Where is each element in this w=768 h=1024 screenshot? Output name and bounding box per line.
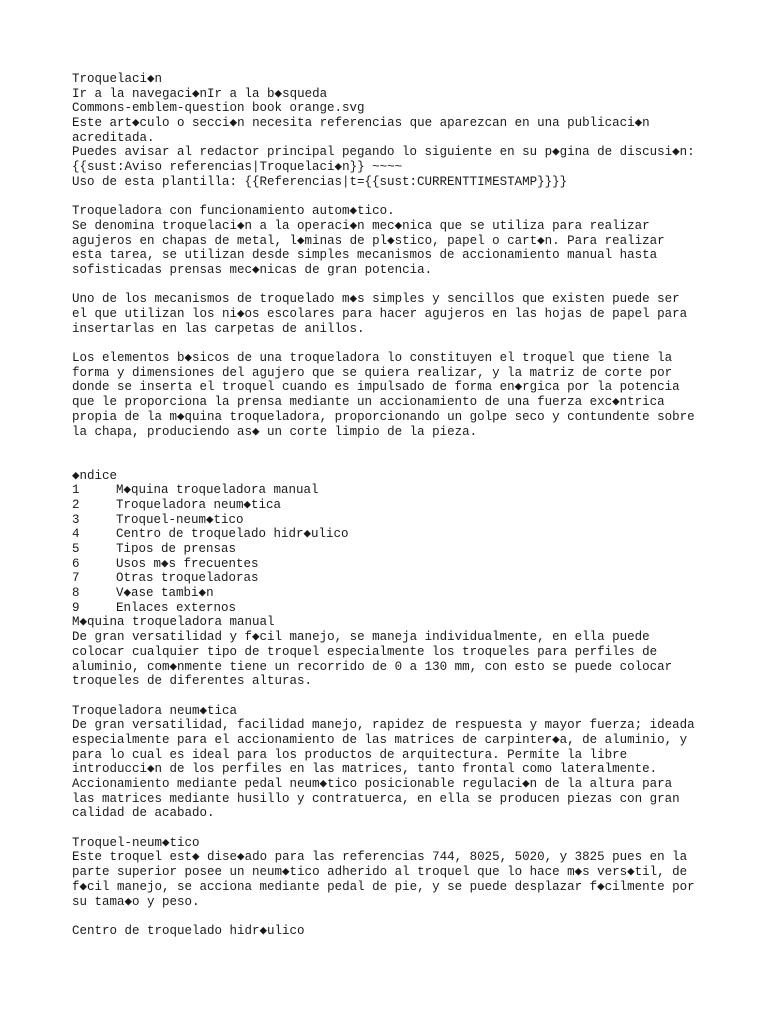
section-heading: Troqueladora neum◆tica	[72, 703, 238, 718]
paragraph-line: Accionamiento mediante pedal neum◆tico posicionable regulaci◆n de la altura para	[72, 777, 673, 791]
paragraph-line: Los elementos b◆sicos de una troqueladora lo constituyen el troquel que tiene la	[72, 351, 673, 366]
navigation-line: Ir a la navegaci◆nIr a la b◆squeda	[72, 86, 328, 101]
toc-item[interactable]	[72, 527, 712, 542]
spacer	[72, 454, 712, 469]
toc-item-number: 6	[72, 556, 80, 571]
paragraph-line: f◆cil manejo, se acciona mediante pedal de pie, y se puede desplazar f◆cilmente por	[72, 879, 695, 894]
document-title: Troquelaci◆n	[72, 72, 163, 86]
paragraph-line: la chapa, produciendo as◆ un corte limpio de la pieza.	[72, 424, 478, 439]
notice-line: Uso de esta plantilla: {{Referencias|t={{sust:CURRENTTIMESTAMP}}}}	[72, 174, 568, 189]
paragraph-line: introducci◆n de los perfiles en las matrices, tanto frontal como lateralmente.	[72, 762, 658, 777]
notice-line: {{sust:Aviso referencias|Troquelaci◆n}} ~~~~	[72, 160, 403, 175]
paragraph-line: para lo cual es ideal para los productos de arquitectura. Permite la libre	[72, 747, 628, 762]
toc-item-number: 1	[72, 483, 80, 498]
toc-item-label: Usos m◆s frecuentes	[116, 556, 259, 571]
toc-item[interactable]	[72, 586, 712, 601]
spacer	[72, 439, 712, 454]
paragraph-line: esta tarea, se utilizan desde simples mecanismos de accionamiento manual hasta	[72, 248, 658, 263]
paragraph-line: Este troquel est◆ dise◆ado para las referencias 744, 8025, 5020, y 3825 pues en la	[72, 850, 688, 865]
toc-item-label: Otras troqueladoras	[116, 571, 259, 586]
toc-item-number: 8	[72, 586, 80, 601]
notice-line: Este art◆culo o secci◆n necesita referencias que aparezcan en una publicaci◆n	[72, 116, 650, 131]
toc-item-label: Centro de troquelado hidr◆ulico	[116, 527, 349, 542]
paragraph-three	[72, 351, 712, 439]
paragraph-line: agujeros en chapas de metal, l◆minas de pl◆stico, papel o cart◆n. Para realizar	[72, 233, 665, 248]
paragraph-line: que le proporciona la prensa mediante un accionamiento de una fuerza exc◆ntrica	[72, 395, 665, 410]
toc-item[interactable]	[72, 601, 712, 616]
spacer	[72, 909, 712, 924]
notice-line: acreditada.	[72, 130, 155, 145]
section-heading: M◆quina troqueladora manual	[72, 615, 275, 630]
references-notice	[72, 101, 712, 189]
paragraph-line: el que utilizan los ni◆os escolares para hacer agujeros en las hojas de papel para	[72, 307, 688, 321]
table-of-contents	[72, 469, 712, 616]
paragraph-line: las matrices mediante husillo y contratuerca, en ella se producen piezas con gran	[72, 791, 680, 806]
section-heading: Centro de troquelado hidr◆ulico	[72, 923, 305, 938]
toc-item-number: 7	[72, 571, 80, 586]
toc-item-number: 2	[72, 497, 80, 512]
paragraph-line: forma y dimensiones del agujero que se quiera realizar, y la matriz de corte por	[72, 365, 673, 380]
section-hydraulic-center	[72, 924, 712, 939]
toc-item[interactable]	[72, 571, 712, 586]
paragraph-line: colocar cualquier tipo de troquel especialmente los troqueles para perfiles de	[72, 644, 658, 659]
notice-line: Puedes avisar al redactor principal pegando lo siguiente en su p◆gina de discusi◆n:	[72, 145, 695, 160]
paragraph-two	[72, 292, 712, 336]
document-body	[72, 72, 712, 939]
section-pneumatic-die	[72, 836, 712, 909]
section-pneumatic-press	[72, 704, 712, 822]
toc-heading: ◆ndice	[72, 468, 118, 483]
paragraph-line: Troqueladora con funcionamiento autom◆tico.	[72, 204, 395, 219]
paragraph-line: su tama◆o y peso.	[72, 894, 200, 909]
paragraph-line: sofisticadas prensas mec◆nicas de gran potencia.	[72, 262, 433, 277]
toc-item-label: Troquel-neum◆tico	[116, 512, 244, 527]
toc-item[interactable]	[72, 557, 712, 572]
toc-item[interactable]	[72, 483, 712, 498]
section-heading: Troquel-neum◆tico	[72, 835, 200, 850]
paragraph-line: donde se inserta el troquel cuando es impulsado de forma en◆rgica por la potencia	[72, 380, 680, 395]
paragraph-line: aluminio, com◆nmente tiene un recorrido de 0 a 130 mm, con esto se puede colocar	[72, 659, 673, 674]
toc-item-label: M◆quina troqueladora manual	[116, 483, 319, 498]
toc-item-label: Tipos de prensas	[116, 542, 237, 556]
toc-item-label: Troqueladora neum◆tica	[116, 497, 282, 512]
toc-item-label: Enlaces externos	[116, 600, 237, 615]
paragraph-line: insertarlas en las carpetas de anillos.	[72, 321, 365, 336]
paragraph-line: calidad de acabado.	[72, 806, 215, 821]
paragraph-line: Se denomina troquelaci◆n a la operaci◆n mec◆nica que se utiliza para realizar	[72, 218, 650, 233]
spacer	[72, 689, 712, 704]
toc-item[interactable]	[72, 498, 712, 513]
spacer	[72, 278, 712, 293]
paragraph-line: parte superior posee un neum◆tico adherido al troquel que lo hace m◆s vers◆til, de	[72, 865, 688, 880]
toc-item-label: V◆ase tambi◆n	[116, 586, 214, 601]
toc-item-number: 3	[72, 512, 80, 527]
intro-paragraph	[72, 204, 712, 277]
notice-line: Commons-emblem-question book orange.svg	[72, 101, 365, 116]
paragraph-line: propia de la m◆quina troqueladora, proporcionando un golpe seco y contundente sobre	[72, 409, 695, 424]
paragraph-line: especialmente para el accionamiento de las matrices de carpinter◆a, de aluminio, y	[72, 732, 688, 747]
toc-item-number: 4	[72, 527, 80, 542]
toc-item-number: 5	[72, 542, 80, 556]
spacer	[72, 190, 712, 205]
paragraph-line: De gran versatilidad y f◆cil manejo, se maneja individualmente, en ella puede	[72, 630, 650, 645]
toc-item-number: 9	[72, 600, 80, 615]
paragraph-line: Uno de los mecanismos de troquelado m◆s simples y sencillos que existen puede ser	[72, 292, 680, 307]
paragraph-line: troqueles de diferentes alturas.	[72, 674, 313, 689]
toc-item[interactable]	[72, 542, 712, 557]
paragraph-line: De gran versatilidad, facilidad manejo, rapidez de respuesta y mayor fuerza; ideada	[72, 718, 695, 733]
toc-item[interactable]	[72, 513, 712, 528]
spacer	[72, 821, 712, 836]
spacer	[72, 336, 712, 351]
section-manual-machine	[72, 615, 712, 688]
